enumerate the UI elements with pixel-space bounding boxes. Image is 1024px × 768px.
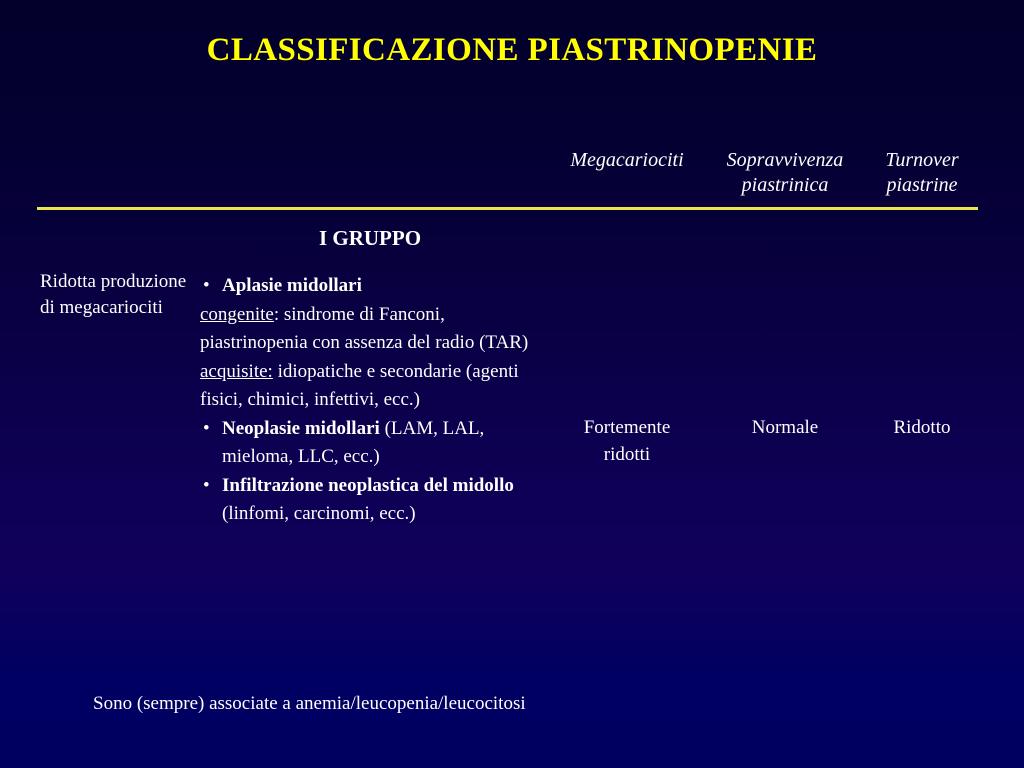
column-header-line: Turnover [885, 149, 959, 171]
column-header-sopravvivenza-piastrinica [706, 148, 864, 198]
table-column-headers [548, 148, 980, 198]
bullet-dot-icon: • [203, 275, 210, 296]
value-megacariociti [548, 414, 706, 468]
page-title: CLASSIFICAZIONE PIASTRINOPENIE [206, 32, 818, 68]
column-header-line: Sopravvivenza [726, 149, 844, 171]
value-line: ridotti [603, 444, 651, 465]
text-run: (LAM, LAL, mieloma, LLC, ecc.) [222, 417, 485, 467]
value-line: Ridotto [893, 417, 951, 438]
list-item [200, 358, 545, 415]
bullet-dot-icon: • [203, 474, 210, 496]
column-header-line: piastrinica [741, 174, 829, 196]
text-run-underlined: acquisite: [200, 360, 273, 382]
content-list [200, 272, 545, 529]
list-item [200, 415, 545, 472]
text-run: (linfomi, carcinomi, ecc.) [222, 503, 416, 524]
value-sopravvivenza-piastrinica [706, 414, 864, 441]
column-header-turnover-piastrine [864, 148, 980, 198]
text-run: : sindrome di Fanconi, piastrinopenia con assenza del radio (TAR) [200, 303, 529, 353]
table-value-row [548, 414, 980, 468]
column-header-megacariociti [548, 148, 706, 173]
column-header-line: piastrine [886, 174, 958, 196]
bullet-dot-icon: • [203, 417, 210, 439]
value-turnover-piastrine [864, 414, 980, 441]
group-heading: I GRUPPO [318, 226, 422, 250]
column-header-line: Megacariociti [570, 149, 684, 171]
text-run-bold: Aplasie midollari [222, 275, 362, 296]
text-run-underlined: congenite [200, 303, 274, 325]
list-item [200, 472, 545, 529]
text-run-bold: Neoplasie midollari [222, 417, 380, 439]
header-divider-rule [37, 207, 978, 210]
row-label-ridotta-produzione: Ridotta produzione di megacariociti [40, 271, 187, 318]
text-run-bold: Infiltrazione neoplastica del midollo [222, 474, 514, 496]
value-line: Fortemente [583, 417, 671, 438]
list-item [200, 272, 545, 301]
text-run: idiopatiche e secondarie (agenti fisici, chimici, infettivi, ecc.) [200, 360, 519, 410]
list-item [200, 301, 545, 358]
value-line: Normale [751, 417, 819, 438]
footer-note: Sono (sempre) associate a anemia/leucopenia/leucocitosi [93, 693, 526, 714]
